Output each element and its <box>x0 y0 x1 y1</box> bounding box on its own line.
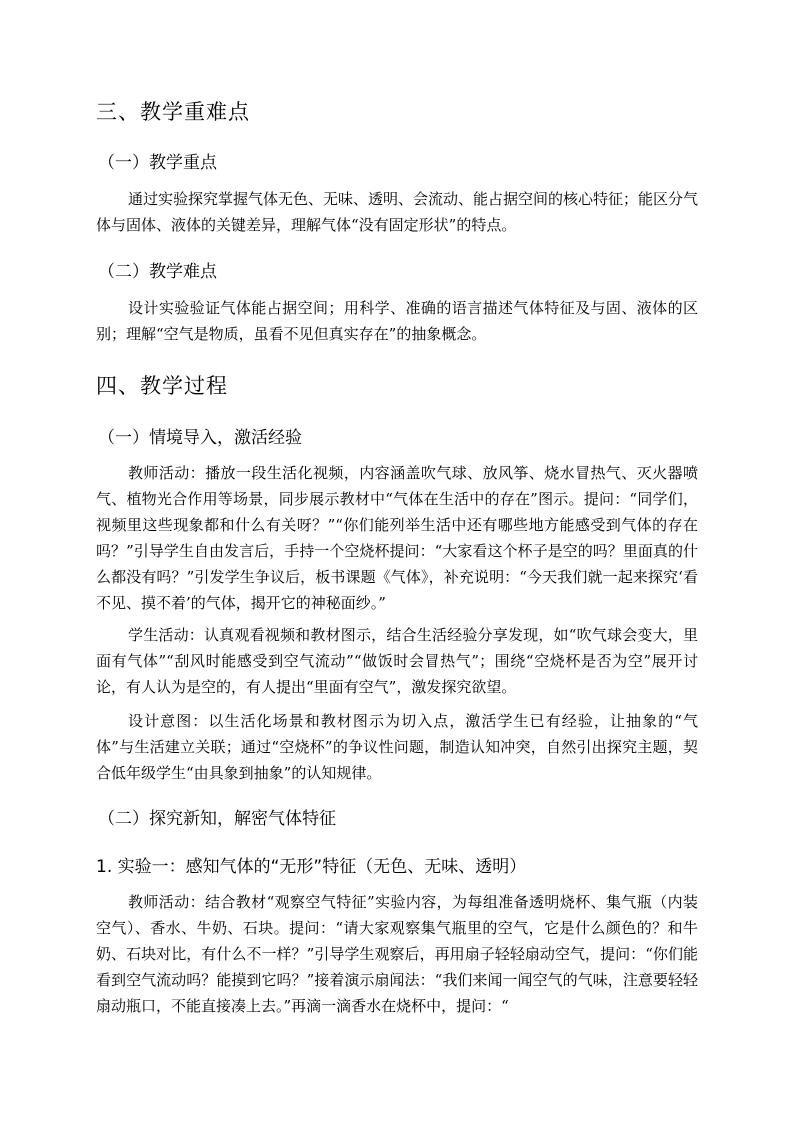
paragraph-student-activity: 学生活动：认真观看视频和教材图示，结合生活经验分享发现，如“吹气球会变大，里面有气体”“刮风时能感受到空气流动”“做饭时会冒热气”；围绕“空烧杯是否为空”展开讨论，有人认为是空的，有人提出“里面有空气”，激发探究欲望。 <box>96 626 698 696</box>
paragraph-design-intent: 设计意图：以生活化场景和教材图示为切入点，激活学生已有经验，让抽象的“气体”与生活建立关联；通过“空烧杯”的争议性问题，制造认知冲突，自然引出探究主题，契合低年级学生“由具象到抽象”的认知规律。 <box>96 712 698 782</box>
subsection-heading-introduction: （一）情境导入，激活经验 <box>98 428 302 448</box>
section-heading-key-difficult-points: 三、教学重难点 <box>96 100 250 124</box>
subsection-heading-difficult-points: （二）教学难点 <box>98 262 217 282</box>
subsection-heading-key-points: （一）教学重点 <box>98 153 217 173</box>
subsection-heading-explore: （二）探究新知，解密气体特征 <box>98 809 336 829</box>
paragraph-experiment-teacher-activity: 教师活动：结合教材“观察空气特征”实验内容，为每组准备透明烧杯、集气瓶（内装空气）、香水、牛奶、石块。提问：“请大家观察集气瓶里的空气，它是什么颜色的？和牛奶、石块对比，有什么不一样？”引导学生观察后，再用扇子轻轻扇动空气，提问：“你们能看到空气流动吗？能摸到它吗？”接着演示扇闻法：“我们来闻一闻空气的气味，注意要轻轻扇动瓶口，不能直接凑上去。”再滴一滴香水在烧杯中，提问：“ <box>96 893 698 1015</box>
section-heading-teaching-process: 四、教学过程 <box>96 374 228 398</box>
paragraph-teacher-activity: 教师活动：播放一段生活化视频，内容涵盖吹气球、放风筝、烧水冒热气、灭火器喷气、植物光合作用等场景，同步展示教材中“气体在生活中的存在”图示。提问：“同学们，视频里这些现象都和什么有关呀？”“你们能列举生活中还有哪些地方能感受到气体的存在吗？”引导学生自由发言后，手持一个空烧杯提问：“大家看这个杯子是空的吗？里面真的什么都没有吗？”引发学生争议后，板书课题《气体》，补充说明：“今天我们就一起来探究‘看不见、摸不着’的气体，揭开它的神秘面纱。” <box>96 464 698 612</box>
paragraph-difficult-points: 设计实验验证气体能占据空间；用科学、准确的语言描述气体特征及与固、液体的区别；理解“空气是物质，虽看不见但真实存在”的抽象概念。 <box>96 299 698 343</box>
paragraph-key-points: 通过实验探究掌握气体无色、无味、透明、会流动、能占据空间的核心特征；能区分气体与固体、液体的关键差异，理解气体“没有固定形状”的特点。 <box>96 190 699 234</box>
experiment-heading: 1. 实验一：感知气体的“无形”特征（无色、无味、透明） <box>96 857 527 877</box>
